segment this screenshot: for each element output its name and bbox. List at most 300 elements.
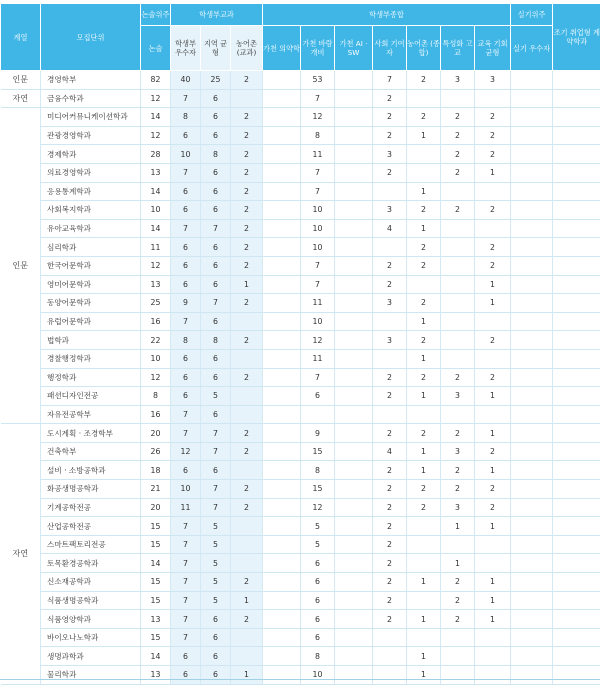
- header-essay-group: 논술위주: [141, 4, 171, 26]
- table-row: [1, 628, 600, 647]
- quota-cell: [511, 424, 553, 443]
- quota-cell: [335, 405, 373, 424]
- quota-cell: 6: [171, 182, 201, 201]
- quota-cell: [475, 182, 511, 201]
- quota-cell: 6: [201, 461, 231, 480]
- quota-cell: [335, 219, 373, 238]
- quota-cell: [553, 405, 600, 424]
- quota-cell: 7: [171, 610, 201, 629]
- quota-cell: [231, 387, 263, 406]
- quota-cell: 6: [301, 628, 335, 647]
- quota-cell: 2: [231, 163, 263, 182]
- quota-cell: 11: [301, 349, 335, 368]
- quota-cell: 2: [407, 368, 441, 387]
- quota-cell: 12: [301, 331, 335, 350]
- quota-cell: [335, 424, 373, 443]
- quota-cell: 2: [231, 424, 263, 443]
- quota-cell: 2: [373, 498, 407, 517]
- quota-cell: [263, 331, 301, 350]
- quota-cell: 7: [171, 424, 201, 443]
- quota-cell: 2: [441, 424, 475, 443]
- quota-cell: [335, 517, 373, 536]
- quota-cell: 12: [171, 442, 201, 461]
- quota-cell: 6: [171, 256, 201, 275]
- quota-cell: 6: [201, 201, 231, 220]
- quota-cell: 15: [301, 480, 335, 499]
- quota-cell: [263, 461, 301, 480]
- quota-cell: [441, 219, 475, 238]
- quota-cell: 7: [301, 163, 335, 182]
- quota-cell: [263, 628, 301, 647]
- header-sub-equal-opportunity: 교육 기회 균형: [475, 26, 511, 71]
- quota-cell: [263, 89, 301, 108]
- quota-cell: [263, 349, 301, 368]
- quota-cell: 2: [231, 610, 263, 629]
- quota-cell: 7: [301, 256, 335, 275]
- quota-cell: [553, 349, 600, 368]
- quota-cell: [511, 349, 553, 368]
- quota-cell: 8: [301, 461, 335, 480]
- quota-cell: 2: [231, 108, 263, 127]
- header-sub-social: 사회 기여자: [373, 26, 407, 71]
- quota-cell: 6: [201, 126, 231, 145]
- quota-cell: 2: [475, 201, 511, 220]
- quota-cell: 2: [231, 331, 263, 350]
- quota-cell: 6: [201, 610, 231, 629]
- quota-cell: [441, 238, 475, 257]
- quota-cell: 5: [201, 591, 231, 610]
- quota-cell: 7: [201, 219, 231, 238]
- quota-cell: 14: [141, 219, 171, 238]
- quota-cell: 2: [441, 163, 475, 182]
- quota-cell: [373, 238, 407, 257]
- quota-cell: [553, 312, 600, 331]
- quota-cell: 6: [201, 163, 231, 182]
- quota-cell: 7: [201, 424, 231, 443]
- quota-cell: 10: [141, 201, 171, 220]
- quota-cell: [335, 126, 373, 145]
- quota-cell: 12: [301, 498, 335, 517]
- department-cell: 사회복지학과: [41, 201, 141, 220]
- quota-cell: 2: [475, 368, 511, 387]
- quota-cell: 13: [141, 610, 171, 629]
- quota-cell: 2: [231, 145, 263, 164]
- quota-cell: 7: [201, 294, 231, 313]
- quota-cell: [373, 666, 407, 685]
- quota-cell: [335, 256, 373, 275]
- quota-cell: 1: [231, 591, 263, 610]
- quota-cell: [511, 238, 553, 257]
- department-cell: 도시계획 · 조경학부: [41, 424, 141, 443]
- quota-cell: 6: [201, 628, 231, 647]
- table-row: [1, 71, 600, 90]
- quota-cell: [441, 349, 475, 368]
- quota-cell: 10: [301, 666, 335, 685]
- quota-cell: [553, 368, 600, 387]
- quota-cell: 2: [231, 480, 263, 499]
- quota-cell: [475, 349, 511, 368]
- quota-cell: [263, 368, 301, 387]
- quota-cell: [511, 256, 553, 275]
- category-cell: 자연: [1, 89, 41, 108]
- quota-cell: [511, 331, 553, 350]
- quota-cell: [511, 628, 553, 647]
- quota-cell: [263, 442, 301, 461]
- quota-cell: 1: [475, 461, 511, 480]
- quota-cell: [475, 405, 511, 424]
- quota-cell: [231, 554, 263, 573]
- quota-cell: [553, 461, 600, 480]
- quota-cell: [335, 275, 373, 294]
- department-cell: 토목환경공학과: [41, 554, 141, 573]
- quota-cell: 14: [141, 647, 171, 666]
- quota-cell: [511, 554, 553, 573]
- table-row: [1, 89, 600, 108]
- quota-cell: [511, 498, 553, 517]
- quota-cell: [263, 256, 301, 275]
- table-row: [1, 480, 600, 499]
- quota-cell: 12: [141, 368, 171, 387]
- quota-cell: 14: [141, 182, 171, 201]
- quota-cell: 1: [407, 219, 441, 238]
- quota-cell: 5: [201, 573, 231, 592]
- quota-cell: 1: [475, 387, 511, 406]
- table-row: [1, 387, 600, 406]
- quota-cell: 6: [201, 349, 231, 368]
- quota-cell: [511, 182, 553, 201]
- quota-cell: [335, 461, 373, 480]
- quota-cell: 8: [201, 331, 231, 350]
- quota-cell: 6: [201, 312, 231, 331]
- quota-cell: 2: [373, 163, 407, 182]
- quota-cell: 1: [475, 163, 511, 182]
- quota-cell: 2: [231, 573, 263, 592]
- quota-cell: 2: [231, 201, 263, 220]
- quota-cell: 2: [441, 201, 475, 220]
- department-cell: 자유전공학부: [41, 405, 141, 424]
- quota-cell: 6: [301, 610, 335, 629]
- quota-cell: 10: [171, 145, 201, 164]
- table-row: [1, 647, 600, 666]
- table-row: [1, 424, 600, 443]
- quota-cell: [553, 238, 600, 257]
- quota-cell: [441, 535, 475, 554]
- quota-cell: [373, 312, 407, 331]
- quota-cell: [511, 480, 553, 499]
- table-row: [1, 368, 600, 387]
- department-cell: 응용통계학과: [41, 182, 141, 201]
- quota-cell: [407, 145, 441, 164]
- quota-cell: [335, 71, 373, 90]
- quota-cell: 7: [201, 442, 231, 461]
- quota-cell: 1: [407, 387, 441, 406]
- quota-cell: [231, 349, 263, 368]
- header-category: 계열: [1, 4, 41, 71]
- quota-cell: [263, 610, 301, 629]
- quota-cell: 2: [231, 238, 263, 257]
- quota-cell: [263, 182, 301, 201]
- quota-cell: 2: [475, 145, 511, 164]
- quota-cell: 7: [301, 275, 335, 294]
- quota-cell: [373, 628, 407, 647]
- quota-cell: 6: [301, 573, 335, 592]
- quota-cell: 7: [171, 591, 201, 610]
- quota-cell: 7: [171, 89, 201, 108]
- quota-cell: [263, 573, 301, 592]
- quota-cell: 7: [171, 219, 201, 238]
- quota-cell: [335, 294, 373, 313]
- quota-cell: 2: [231, 182, 263, 201]
- quota-cell: [511, 71, 553, 90]
- quota-cell: 3: [373, 331, 407, 350]
- quota-cell: 2: [441, 126, 475, 145]
- quota-cell: 6: [201, 368, 231, 387]
- quota-cell: [511, 126, 553, 145]
- quota-cell: 2: [441, 368, 475, 387]
- quota-cell: [511, 591, 553, 610]
- quota-cell: [441, 275, 475, 294]
- department-cell: 유아교육학과: [41, 219, 141, 238]
- table-row: [1, 219, 600, 238]
- quota-cell: 6: [171, 201, 201, 220]
- department-cell: 경제학과: [41, 145, 141, 164]
- quota-cell: 1: [407, 349, 441, 368]
- quota-cell: 1: [475, 610, 511, 629]
- quota-cell: 15: [141, 517, 171, 536]
- quota-cell: [373, 349, 407, 368]
- quota-cell: 1: [475, 294, 511, 313]
- quota-cell: [511, 405, 553, 424]
- quota-cell: 1: [407, 461, 441, 480]
- quota-cell: [263, 591, 301, 610]
- quota-cell: 2: [373, 461, 407, 480]
- quota-cell: 15: [141, 591, 171, 610]
- quota-cell: 7: [201, 480, 231, 499]
- department-cell: 바이오나노학과: [41, 628, 141, 647]
- quota-cell: 7: [171, 405, 201, 424]
- quota-cell: [511, 610, 553, 629]
- quota-cell: 7: [171, 312, 201, 331]
- quota-cell: 5: [201, 535, 231, 554]
- quota-cell: [511, 201, 553, 220]
- table-row: [1, 517, 600, 536]
- quota-cell: [373, 182, 407, 201]
- quota-cell: [231, 517, 263, 536]
- quota-cell: [553, 145, 600, 164]
- quota-cell: [335, 591, 373, 610]
- quota-cell: [511, 89, 553, 108]
- department-cell: 식품영양학과: [41, 610, 141, 629]
- quota-cell: [441, 294, 475, 313]
- quota-cell: 8: [171, 331, 201, 350]
- quota-cell: [441, 647, 475, 666]
- quota-cell: 7: [171, 163, 201, 182]
- quota-cell: 9: [301, 424, 335, 443]
- quota-cell: [335, 182, 373, 201]
- quota-cell: 2: [231, 126, 263, 145]
- quota-cell: 2: [231, 219, 263, 238]
- quota-cell: 15: [141, 535, 171, 554]
- quota-cell: 14: [141, 108, 171, 127]
- department-cell: 영미어문학과: [41, 275, 141, 294]
- quota-cell: 6: [171, 387, 201, 406]
- quota-cell: [511, 387, 553, 406]
- quota-cell: [407, 163, 441, 182]
- quota-cell: 15: [141, 628, 171, 647]
- quota-cell: 2: [373, 573, 407, 592]
- quota-cell: [553, 108, 600, 127]
- quota-cell: [553, 628, 600, 647]
- quota-cell: [553, 647, 600, 666]
- quota-cell: [553, 182, 600, 201]
- quota-cell: 5: [201, 387, 231, 406]
- table-bottom-border: [0, 679, 600, 680]
- quota-cell: 11: [301, 294, 335, 313]
- quota-cell: 2: [373, 591, 407, 610]
- quota-cell: 12: [141, 256, 171, 275]
- quota-cell: [335, 163, 373, 182]
- quota-cell: [335, 554, 373, 573]
- department-cell: 관광경영학과: [41, 126, 141, 145]
- quota-cell: 2: [407, 294, 441, 313]
- department-cell: 설비 · 소방공학과: [41, 461, 141, 480]
- quota-cell: 3: [475, 71, 511, 90]
- quota-cell: 2: [475, 498, 511, 517]
- department-cell: 건축학부: [41, 442, 141, 461]
- quota-cell: [263, 647, 301, 666]
- quota-cell: [441, 405, 475, 424]
- quota-cell: 16: [141, 312, 171, 331]
- table-row: [1, 498, 600, 517]
- department-cell: 경찰행정학과: [41, 349, 141, 368]
- quota-cell: [231, 628, 263, 647]
- quota-cell: [553, 517, 600, 536]
- header-jonghap-group: 학생부종합: [263, 4, 511, 26]
- table-row: [1, 145, 600, 164]
- quota-cell: 6: [171, 126, 201, 145]
- quota-cell: 28: [141, 145, 171, 164]
- quota-cell: [511, 442, 553, 461]
- quota-cell: 1: [475, 573, 511, 592]
- quota-cell: [407, 591, 441, 610]
- department-cell: 패션디자인전공: [41, 387, 141, 406]
- quota-cell: 25: [201, 71, 231, 90]
- quota-cell: 13: [141, 163, 171, 182]
- quota-cell: [553, 163, 600, 182]
- quota-cell: [511, 108, 553, 127]
- quota-cell: 2: [407, 331, 441, 350]
- quota-cell: 1: [475, 424, 511, 443]
- quota-cell: 3: [441, 71, 475, 90]
- quota-cell: [263, 108, 301, 127]
- quota-cell: [553, 591, 600, 610]
- quota-cell: 12: [301, 108, 335, 127]
- quota-cell: 2: [475, 442, 511, 461]
- quota-cell: 2: [231, 498, 263, 517]
- quota-cell: 10: [301, 238, 335, 257]
- quota-cell: [335, 349, 373, 368]
- quota-cell: [553, 275, 600, 294]
- quota-cell: 2: [407, 480, 441, 499]
- quota-cell: [263, 405, 301, 424]
- header-sub-baramgaebi: 가천 바람 개비: [301, 26, 335, 71]
- quota-cell: 14: [141, 554, 171, 573]
- quota-cell: 6: [171, 349, 201, 368]
- quota-cell: [263, 312, 301, 331]
- quota-cell: 2: [475, 126, 511, 145]
- quota-cell: 7: [171, 554, 201, 573]
- header-sub-rural-jonghap: 농어촌 (종합): [407, 26, 441, 71]
- quota-cell: [553, 610, 600, 629]
- quota-cell: 10: [301, 312, 335, 331]
- quota-cell: 7: [301, 368, 335, 387]
- quota-cell: [407, 405, 441, 424]
- quota-cell: [335, 666, 373, 685]
- quota-cell: 1: [475, 275, 511, 294]
- header-sub-ai-sw: 가천 AI · SW: [335, 26, 373, 71]
- quota-cell: [441, 331, 475, 350]
- header-sub-medical: 가천 의약학: [263, 26, 301, 71]
- quota-cell: 22: [141, 331, 171, 350]
- table-row: [1, 554, 600, 573]
- quota-cell: 2: [407, 238, 441, 257]
- quota-cell: 3: [373, 201, 407, 220]
- quota-cell: [511, 666, 553, 685]
- quota-cell: [511, 145, 553, 164]
- quota-cell: 8: [141, 387, 171, 406]
- quota-cell: [553, 498, 600, 517]
- quota-cell: [553, 424, 600, 443]
- table-row: [1, 312, 600, 331]
- quota-cell: 1: [407, 312, 441, 331]
- quota-cell: [553, 219, 600, 238]
- quota-cell: 2: [475, 238, 511, 257]
- department-cell: 미디어커뮤니케이션학과: [41, 108, 141, 127]
- quota-cell: 2: [475, 331, 511, 350]
- quota-cell: 6: [171, 647, 201, 666]
- quota-cell: [475, 647, 511, 666]
- quota-cell: [441, 628, 475, 647]
- quota-cell: 6: [171, 238, 201, 257]
- quota-cell: 2: [441, 573, 475, 592]
- quota-cell: 5: [301, 535, 335, 554]
- quota-cell: [553, 256, 600, 275]
- quota-cell: 2: [373, 535, 407, 554]
- quota-cell: 25: [141, 294, 171, 313]
- quota-cell: [475, 219, 511, 238]
- department-cell: 물리학과: [41, 666, 141, 685]
- quota-cell: [511, 573, 553, 592]
- quota-cell: 5: [301, 517, 335, 536]
- quota-cell: [335, 238, 373, 257]
- quota-cell: [553, 201, 600, 220]
- header-unit: 모집단위: [41, 4, 141, 71]
- quota-cell: 53: [301, 71, 335, 90]
- quota-cell: [441, 89, 475, 108]
- quota-cell: 1: [231, 666, 263, 685]
- quota-cell: [553, 554, 600, 573]
- department-cell: 화공생명공학과: [41, 480, 141, 499]
- table-row: [1, 201, 600, 220]
- quota-cell: [407, 535, 441, 554]
- quota-cell: [263, 163, 301, 182]
- quota-cell: 6: [171, 275, 201, 294]
- quota-cell: 7: [171, 535, 201, 554]
- quota-cell: 1: [407, 647, 441, 666]
- quota-cell: [511, 275, 553, 294]
- department-cell: 의료경영학과: [41, 163, 141, 182]
- table-row: [1, 666, 600, 685]
